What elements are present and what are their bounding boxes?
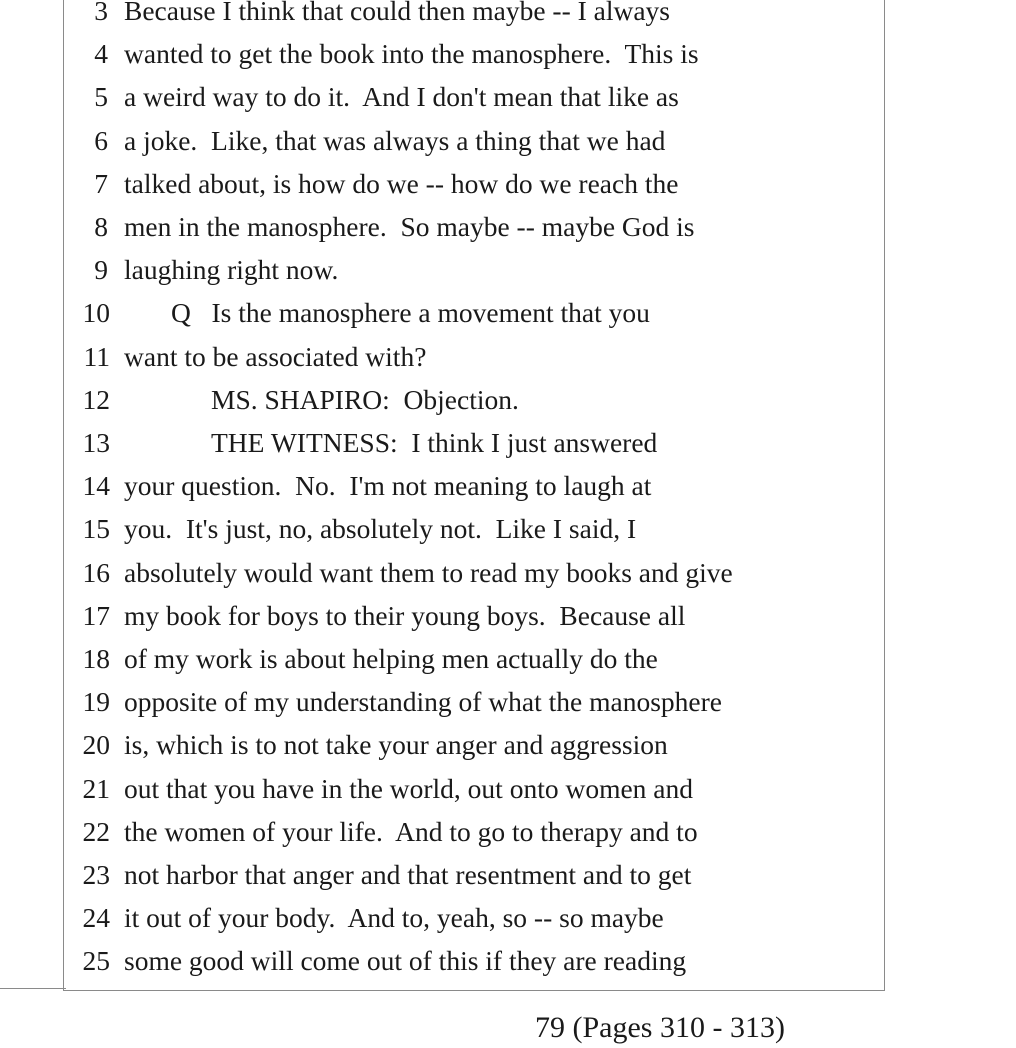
line-text: men in the manosphere. So maybe -- maybe God is (124, 211, 695, 242)
line-text: you. It's just, no, absolutely not. Like I said, I (124, 513, 637, 545)
line-number: 7 (94, 167, 108, 199)
line-text: some good will come out of this if they are reading (124, 945, 687, 977)
line-text: it out of your body. And to, yeah, so -- so maybe (124, 902, 664, 934)
line-number: 11 (83, 340, 110, 372)
line-text: not harbor that anger and that resentment and to get (124, 859, 692, 890)
line-number: 24 (82, 902, 110, 934)
line-number: 5 (94, 81, 108, 113)
line-text: a joke. Like, that was always a thing that we had (124, 124, 666, 156)
line-text: opposite of my understanding of what the manosphere (124, 686, 722, 718)
line-text: the women of your life. And to go to therapy and to (124, 815, 698, 847)
line-text: wanted to get the book into the manosphere. This is (124, 38, 699, 70)
line-number: 22 (82, 815, 110, 847)
line-text: Because I think that could then maybe -- I always (124, 0, 670, 26)
line-text: want to be associated with? (124, 340, 427, 372)
line-text: out that you have in the world, out onto women and (124, 772, 694, 804)
line-text: my book for boys to their young boys. Because all (124, 599, 686, 631)
line-text: your question. No. I'm not meaning to laugh at (124, 470, 652, 502)
line-number: 13 (82, 427, 110, 458)
line-number: 4 (94, 38, 108, 70)
line-text: MS. SHAPIRO: Objection. (211, 383, 519, 415)
line-number: 8 (94, 211, 108, 242)
line-number: 3 (94, 0, 108, 26)
line-number: 25 (82, 945, 110, 977)
line-text: of my work is about helping men actually do the (124, 643, 658, 674)
line-number: 18 (82, 643, 110, 674)
line-number: 9 (94, 254, 108, 286)
line-number: 10 (82, 297, 110, 329)
line-number: 21 (82, 772, 110, 804)
line-text: a weird way to do it. And I don't mean that like as (124, 81, 679, 113)
line-text: absolutely would want them to read my books and give (124, 556, 733, 588)
margin-rule (0, 988, 66, 989)
line-number: 19 (82, 686, 110, 718)
line-text: Q Is the manosphere a movement that you (171, 297, 650, 329)
line-text: talked about, is how do we -- how do we reach the (124, 167, 679, 199)
line-number: 17 (82, 599, 110, 631)
line-text: laughing right now. (124, 254, 339, 286)
line-number: 12 (82, 383, 110, 415)
line-number: 16 (82, 556, 110, 588)
page-footer-label: 79 (Pages 310 - 313) (535, 1011, 785, 1044)
line-number: 6 (94, 124, 108, 156)
line-text: THE WITNESS: I think I just answered (211, 427, 658, 458)
line-number: 20 (82, 729, 110, 761)
line-number: 15 (82, 513, 110, 545)
line-number: 14 (82, 470, 110, 502)
line-text: is, which is to not take your anger and aggression (124, 729, 668, 761)
line-number: 23 (82, 859, 110, 890)
